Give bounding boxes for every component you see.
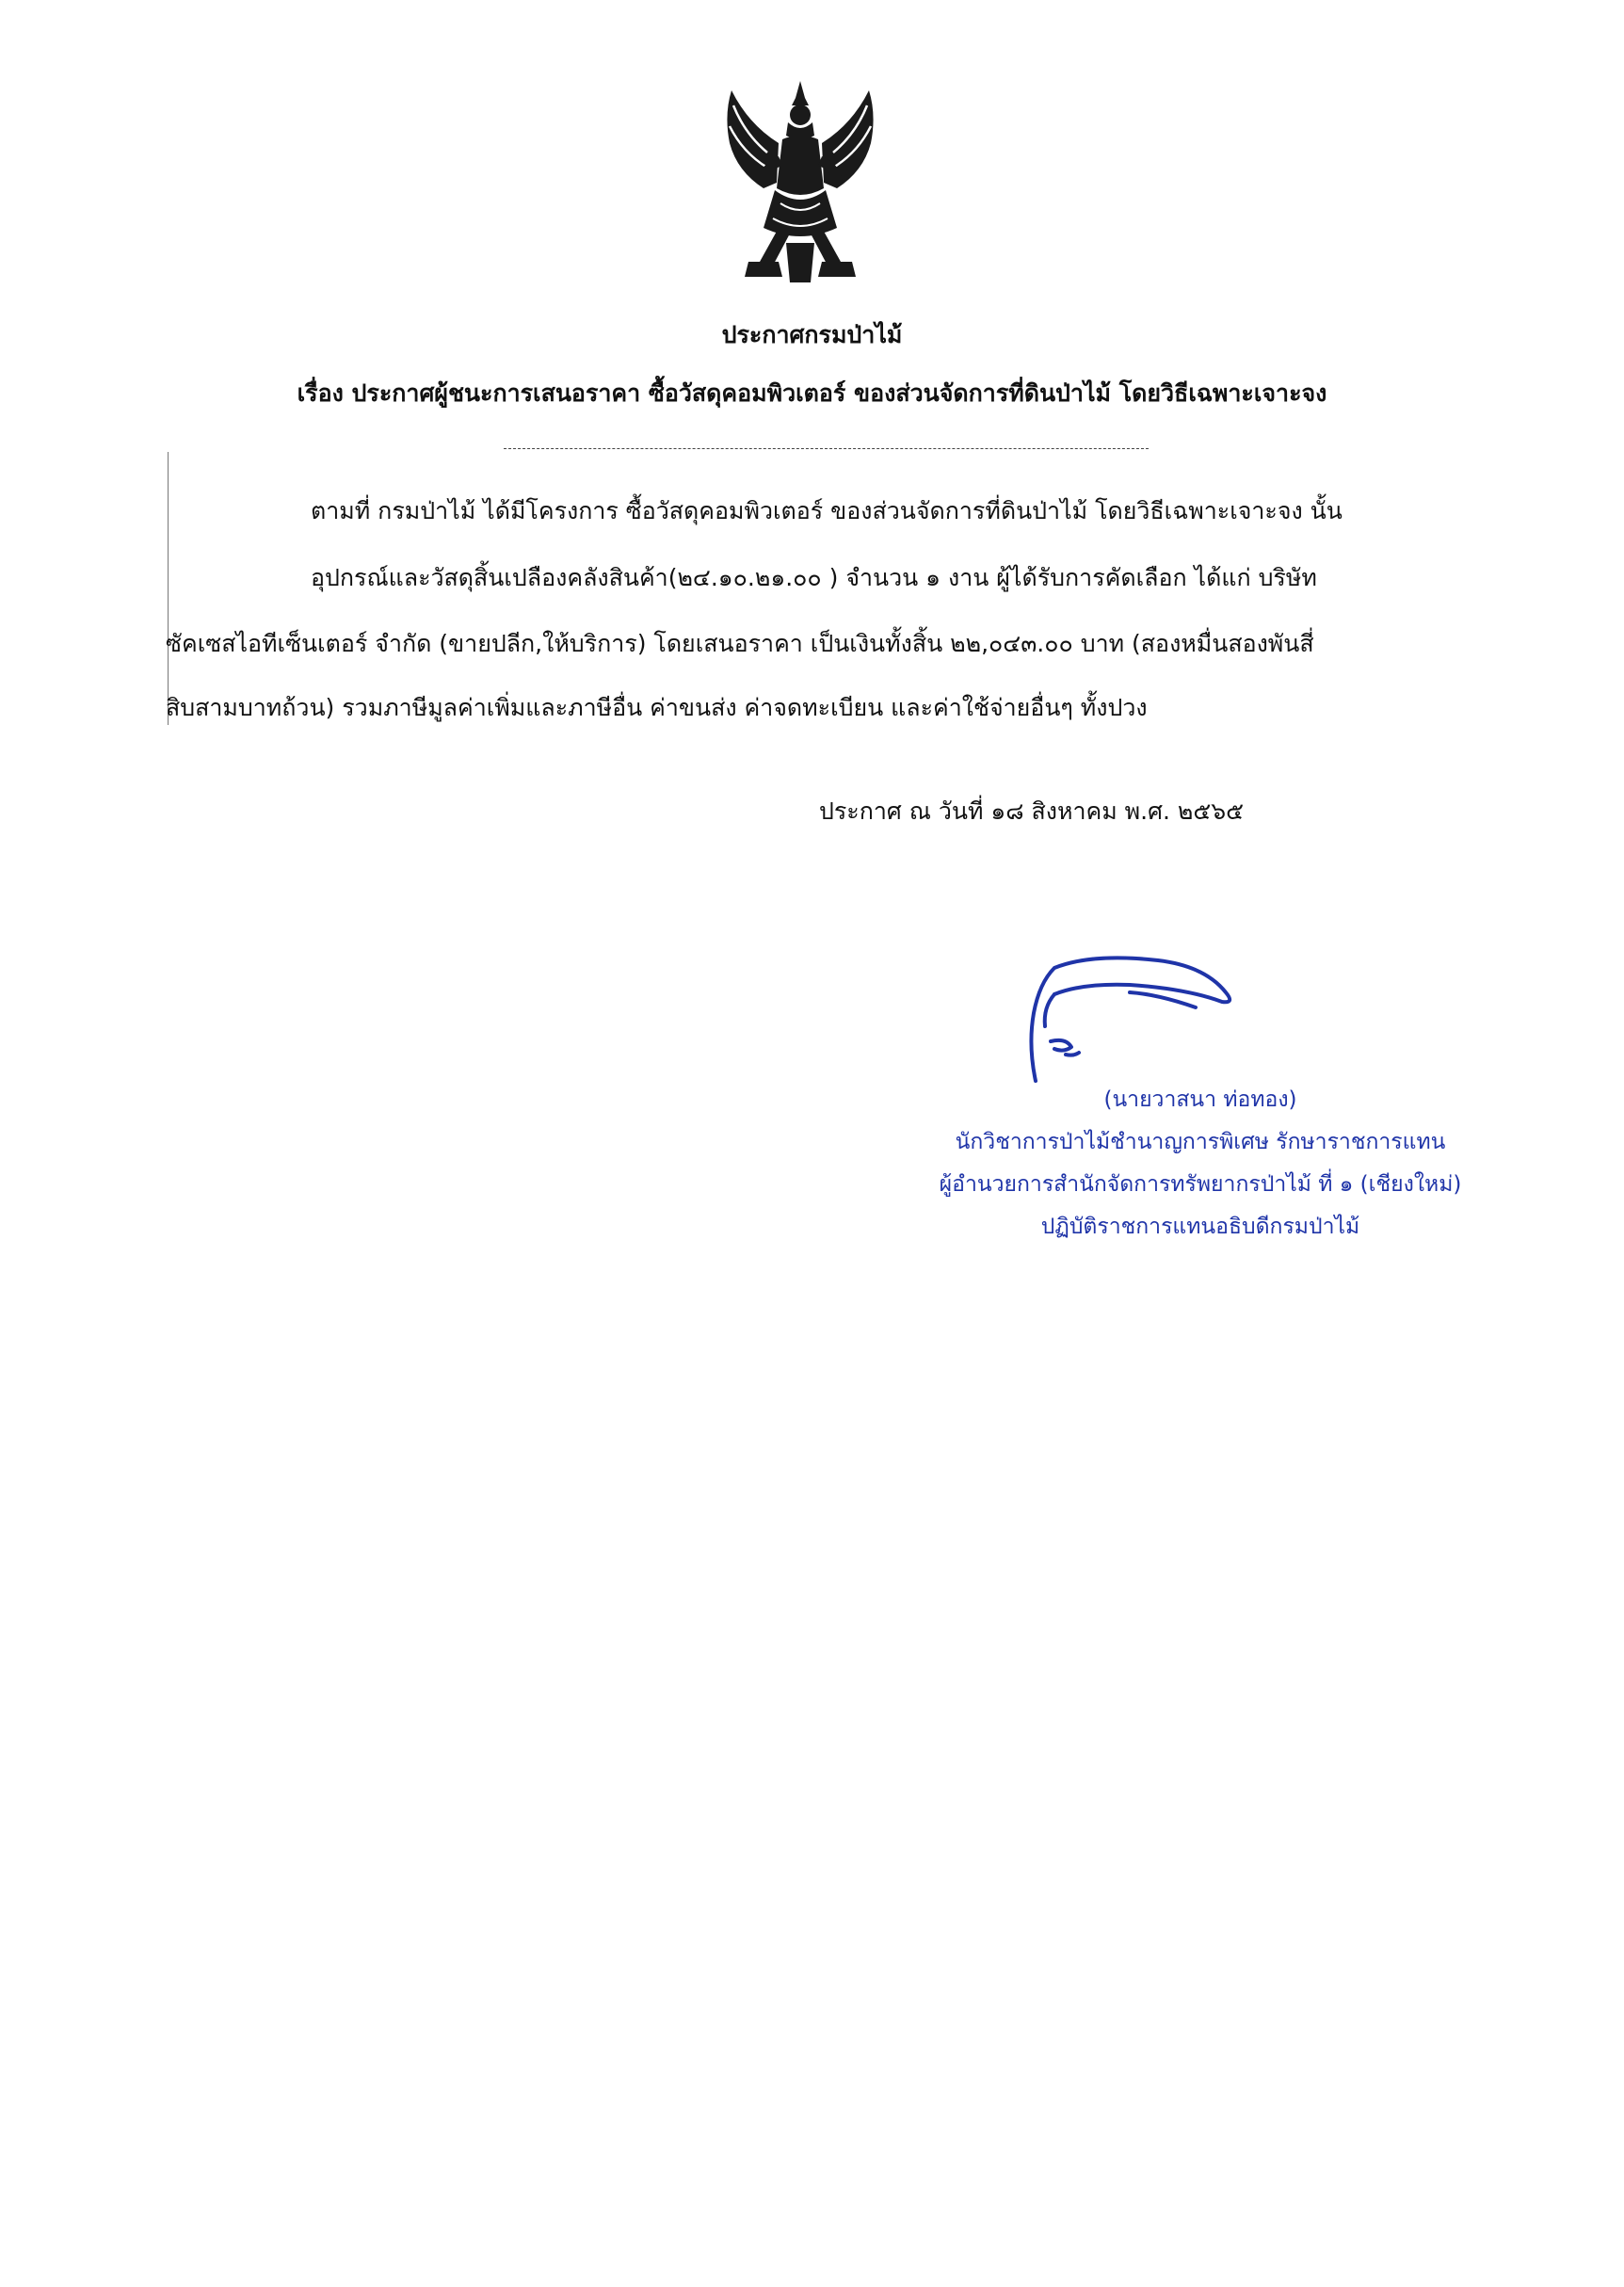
body-line-2: อุปกรณ์และวัสดุสิ้นเปลืองคลังสินค้า(๒๔.๑๐.๒๑.๐๐ ) จำนวน ๑ งาน ผู้ได้รับการคัดเลือก ได้แก่ บริษัท <box>311 564 1317 591</box>
signatory-position-line-2: ผู้อำนวยการสำนักจัดการทรัพยากรป่าไม้ ที่ ๑ (เชียงใหม่) <box>939 1172 1462 1197</box>
scan-margin-line <box>168 452 169 725</box>
body-line-3: ซัคเซสไอทีเซ็นเตอร์ จำกัด (ขายปลีก,ให้บริการ) โดยเสนอราคา เป็นเงินทั้งสิ้น ๒๒,๐๔๓.๐๐ บาท (สองหมื่นสองพันสี่ <box>166 630 1314 657</box>
signatory-position-line-3: ปฏิบัติราชการแทนอธิบดีกรมป่าไม้ <box>1040 1215 1360 1239</box>
signatory-position-line-1: นักวิชาการป่าไม้ชำนาญการพิเศษ รักษาราชการแทน <box>955 1130 1446 1154</box>
body-line-4: สิบสามบาทถ้วน) รวมภาษีมูลค่าเพิ่มและภาษีอื่น ค่าขนส่ง ค่าจดทะเบียน และค่าใช้จ่ายอื่นๆ ทั้งปวง <box>166 694 1148 721</box>
declaration-date: ประกาศ ณ วันที่ ๑๘ สิงหาคม พ.ศ. ๒๕๖๕ <box>819 797 1245 825</box>
signatory-name: (นายวาสนา ท่อทอง) <box>1103 1087 1297 1112</box>
document-subject: เรื่อง ประกาศผู้ชนะการเสนอราคา ซื้อวัสดุคอมพิวเตอร์ ของส่วนจัดการที่ดินป่าไม้ โดยวิธีเฉพาะเจาะจง <box>297 379 1327 407</box>
body-line-1: ตามที่ กรมป่าไม้ ได้มีโครงการ ซื้อวัสดุคอมพิวเตอร์ ของส่วนจัดการที่ดินป่าไม้ โดยวิธีเฉพาะเจาะจง นั้น <box>311 497 1343 524</box>
handwritten-signature-icon <box>1017 951 1252 1087</box>
garuda-emblem-icon <box>720 77 880 289</box>
separator-line <box>504 448 1149 449</box>
document-title: ประกาศกรมป่าไม้ <box>721 321 903 348</box>
